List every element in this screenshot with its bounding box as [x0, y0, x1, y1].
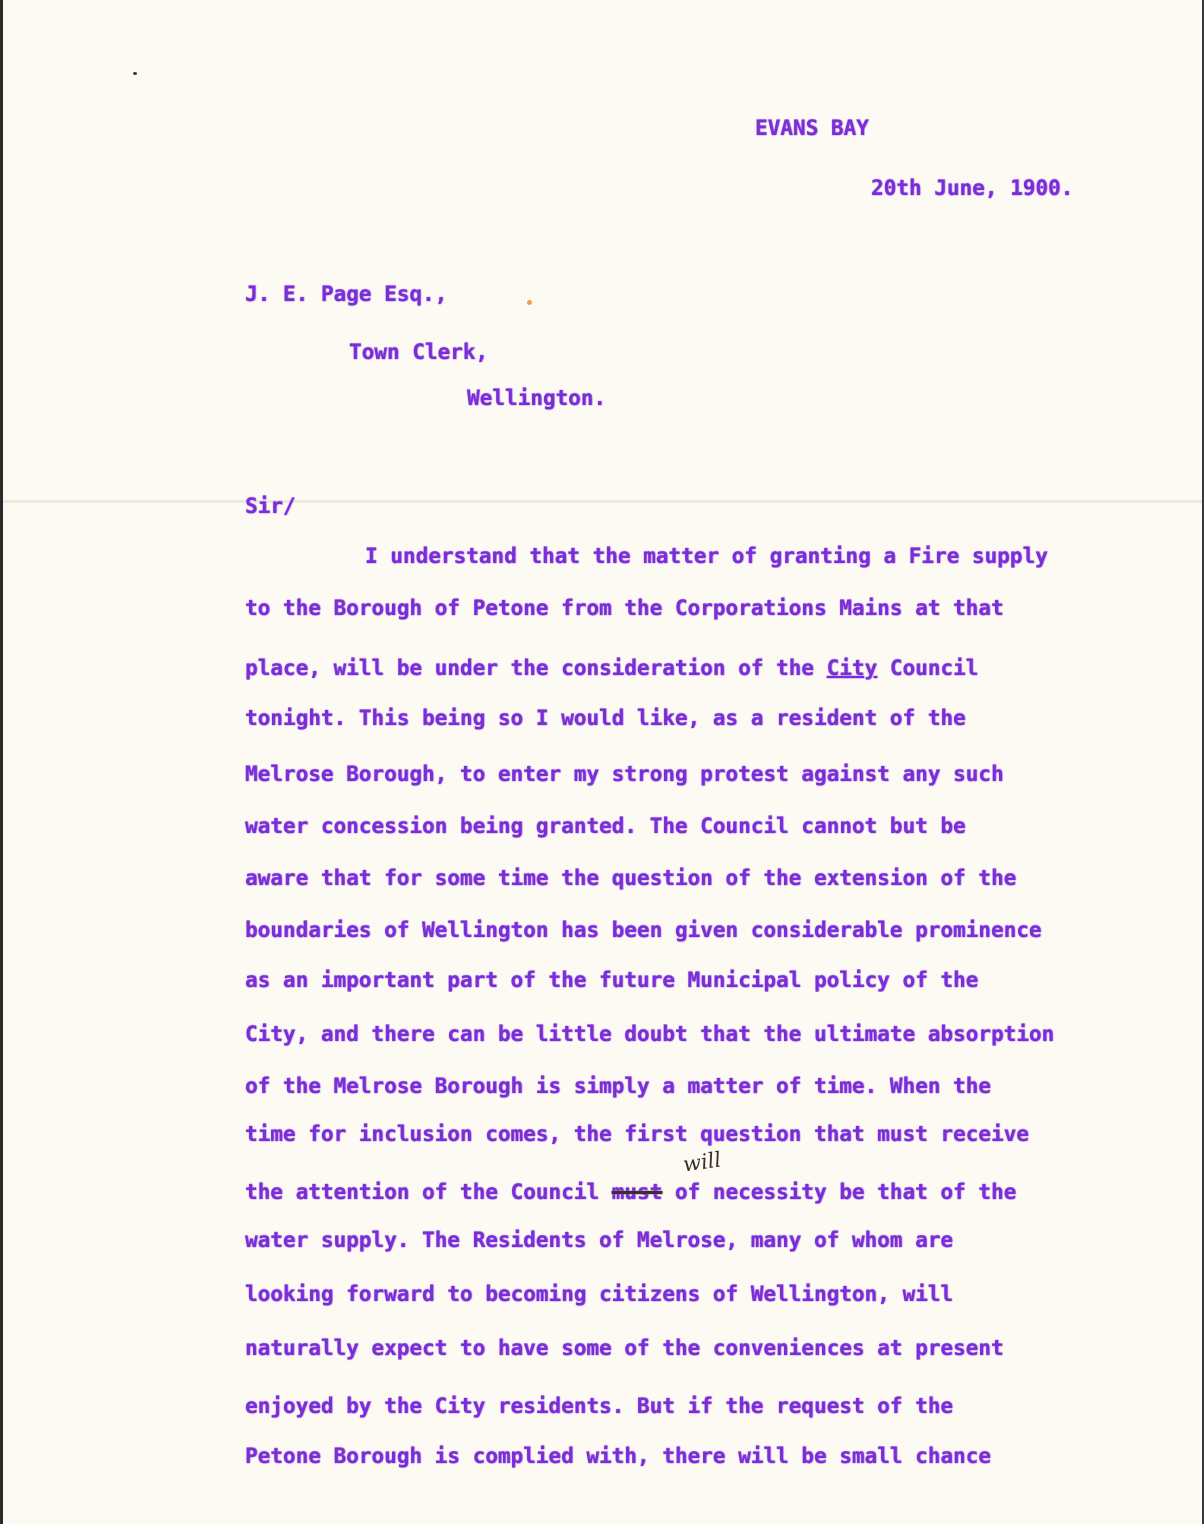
paper-fold: [3, 500, 1204, 503]
body-text: place, will be under the consideration of the: [245, 656, 827, 680]
body-line: aware that for some time the question of the extension of the: [245, 866, 1017, 890]
body-line: water concession being granted. The Council cannot but be: [245, 814, 966, 838]
body-line: tonight. This being so I would like, as a resident of the: [245, 706, 966, 730]
salutation: Sir/: [245, 494, 296, 518]
underlined-word: City: [826, 656, 878, 680]
ink-speck: [133, 72, 137, 75]
body-line: looking forward to becoming citizens of Wellington, will: [245, 1282, 954, 1306]
body-line: to the Borough of Petone from the Corporations Mains at that: [245, 596, 1004, 620]
body-line: enjoyed by the City residents. But if the request of the: [245, 1394, 954, 1418]
body-line: Melrose Borough, to enter my strong protest against any such: [245, 762, 1004, 786]
recipient-title: Town Clerk,: [349, 340, 489, 364]
body-line: naturally expect to have some of the conveniences at present: [245, 1336, 1004, 1360]
body-line: [245, 1182, 1016, 1203]
body-line: of the Melrose Borough is simply a matter of time. When the: [245, 1074, 991, 1098]
struck-word: must: [611, 1180, 663, 1204]
body-line: City, and there can be little doubt that the ultimate absorption: [245, 1022, 1055, 1046]
body-line: boundaries of Wellington has been given considerable prominence: [245, 918, 1042, 942]
body-line: as an important part of the future Municipal policy of the: [245, 968, 979, 992]
body-line: Petone Borough is complied with, there will be small chance: [245, 1444, 991, 1468]
handwritten-correction: will: [681, 1147, 723, 1177]
body-text: the attention of the Council: [245, 1180, 612, 1204]
body-text: Council: [877, 656, 979, 680]
recipient-city: Wellington.: [467, 386, 607, 410]
recipient-name: J. E. Page Esq.,: [245, 282, 448, 306]
paper-speck: [527, 300, 532, 305]
letter-place: EVANS BAY: [755, 116, 869, 140]
body-line: water supply. The Residents of Melrose, many of whom are: [245, 1228, 954, 1252]
body-line: time for inclusion comes, the first question that must receive: [245, 1122, 1029, 1146]
body-text: of necessity be that of the: [662, 1180, 1017, 1204]
body-line: [245, 658, 978, 679]
letter-date: 20th June, 1900.: [871, 176, 1074, 200]
body-line: I understand that the matter of granting a Fire supply: [365, 544, 1048, 568]
